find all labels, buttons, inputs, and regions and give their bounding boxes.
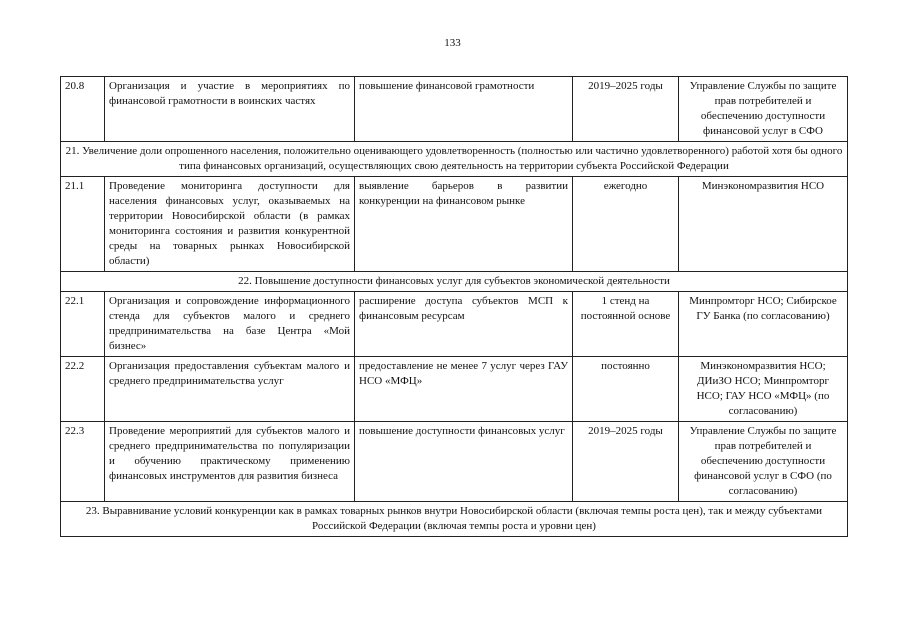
action-cell: Организация и участие в мероприятиях по финансовой грамотности в воинских частях (105, 77, 355, 142)
term-cell: 2019–2025 годы (573, 422, 679, 502)
table-row-22-3 (61, 422, 848, 502)
row-number: 22.3 (61, 422, 105, 502)
row-number: 22.2 (61, 357, 105, 422)
section-heading: 23. Выравнивание условий конкуренции как в рамках товарных рынков внутри Новосибирской области (включая темпы роста цен), так и между субъектами Российской Федерации (включая темпы роста и уровни цен) (61, 502, 848, 537)
section-row-23 (61, 502, 848, 537)
table-row-21-1 (61, 177, 848, 272)
responsible-cell: Минэкономразвития НСО (679, 177, 848, 272)
action-cell: Проведение мониторинга доступности для населения финансовых услуг, оказываемых на территории Новосибирской области (в рамках мониторинга состояния и развития конкурентной среды на товарных рынках Новосибирской области) (105, 177, 355, 272)
action-cell: Организация предоставления субъектам малого и среднего предпринимательства услуг (105, 357, 355, 422)
responsible-cell: Минпромторг НСО; Сибирское ГУ Банка (по согласованию) (679, 292, 848, 357)
section-heading: 22. Повышение доступности финансовых услуг для субъектов экономической деятельности (61, 272, 848, 292)
responsible-cell: Управление Службы по защите прав потребителей и обеспечению доступности финансовой услуг в СФО (по согласованию) (679, 422, 848, 502)
result-cell: повышение доступности финансовых услуг (355, 422, 573, 502)
term-cell: 2019–2025 годы (573, 77, 679, 142)
section-row-22 (61, 272, 848, 292)
row-number: 20.8 (61, 77, 105, 142)
result-cell: повышение финансовой грамотности (355, 77, 573, 142)
page-bottom-margin (0, 600, 905, 640)
table-row-22-1 (61, 292, 848, 357)
result-cell: выявление барьеров в развитии конкуренции на финансовом рынке (355, 177, 573, 272)
term-cell: ежегодно (573, 177, 679, 272)
section-heading: 21. Увеличение доли опрошенного населения, положительно оценивающего удовлетворенность (полностью или частично удовлетворенного) работой хотя бы одного типа финансовых организаций, осуществляющих свою деятельность на территории субъекта Российской Федерации (61, 142, 848, 177)
term-cell: 1 стенд на постоянной основе (573, 292, 679, 357)
table-row-22-2 (61, 357, 848, 422)
result-cell: предоставление не менее 7 услуг через ГАУ НСО «МФЦ» (355, 357, 573, 422)
page-number: 133 (444, 37, 461, 49)
action-cell: Организация и сопровождение информационного стенда для субъектов малого и среднего предпринимательства на базе Центра «Мой бизнес» (105, 292, 355, 357)
row-number: 21.1 (61, 177, 105, 272)
row-number: 22.1 (61, 292, 105, 357)
term-cell: постоянно (573, 357, 679, 422)
section-row-21 (61, 142, 848, 177)
table-row-20-8 (61, 77, 848, 142)
result-cell: расширение доступа субъектов МСП к финансовым ресурсам (355, 292, 573, 357)
measures-table (60, 76, 848, 537)
responsible-cell: Управление Службы по защите прав потребителей и обеспечению доступности финансовой услуг в СФО (679, 77, 848, 142)
responsible-cell: Минэкономразвития НСО; ДИиЗО НСО; Минпромторг НСО; ГАУ НСО «МФЦ» (по согласованию) (679, 357, 848, 422)
action-cell: Проведение мероприятий для субъектов малого и среднего предпринимательства по популяризации и обучению практическому применению финансовых инструментов для развития бизнеса (105, 422, 355, 502)
